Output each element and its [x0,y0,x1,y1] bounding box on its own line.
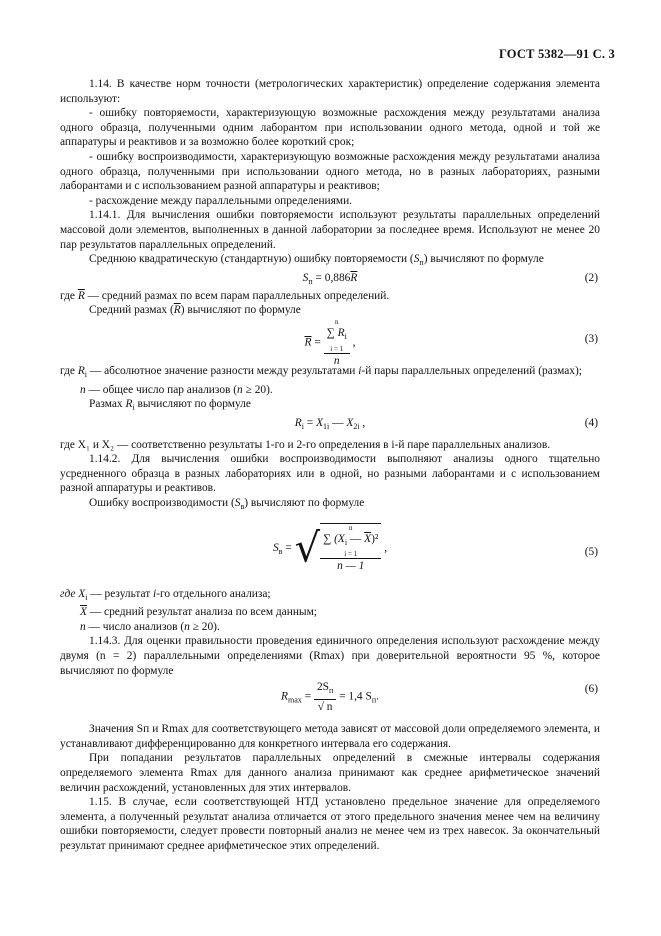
bullet-parallel: - расхождение между параллельными определениями. [89,194,353,207]
definition-ri: где $R_i$ — абсолютное значение разности между результатами i-й пары параллельных определений (размах); [60,364,582,379]
page-header: ГОСТ 5382—91 С. 3 [498,47,615,61]
definition-n: n — общее число пар анализов (n ≥ 20). [80,383,273,396]
definition-xi: где $X_i$ — результат i-го отдельного анализа; [60,587,271,602]
formula-number: (6) [584,683,598,696]
paragraph-1-14-1: 1.14.1. Для вычисления ошибки повторяемости используют результаты параллельных определений массовой доли элементов, выполненных в данной лаборатории за последнее время. Используют не менее 20 пар результатов параллельных определений. [60,209,600,251]
paragraph-1-14-3: 1.14.3. Для оценки правильности проведения единичного определения используют расхождение между двумя (n = 2) параллельными определениями (Rmax) при доверительной вероятности 95 %, которое вычисляют по формуле [60,635,600,677]
formula-number: (3) [584,332,598,345]
formula-number: (5) [584,545,598,558]
paragraph-adjacent-intervals: При попадании результатов параллельных определений в смежные интервалы содержания определяемого элемента Rmax для данного анализа принимают как среднее арифметическое значений величин расхождений, установленных для этих интервалов. [60,752,600,794]
paragraph-mean-range: Средний размах $(\overline{R})$ вычисляют по формуле [89,304,301,317]
definition-x1-x2: где X₁ и X₂ — соответственно результаты 1-го и 2-го определения в i-й паре параллельных анализов. [60,438,551,451]
bullet-repeatability: - ошибку повторяемости, характеризующую возможные расхождения между результатами анализа одного образца, полученными одним лаборантом при использовании одного метода, одной и той же аппаратуры и реактивов и за возможно более короткий срок; [60,107,600,149]
document-body [60,77,600,854]
definition-n-analyses: n — число анализов (n ≥ 20). [80,620,220,633]
formula-3: $\overline{R}$ = n ∑ $R_i$ i = 1 n , (3) [304,317,598,367]
bullet-reproducibility: - ошибку воспроизводимости, характеризующую возможные расхождения между результатами анализа одного образца, полученными при использовании одного метода, но в разных лабораториях, разными лаборантами и с использованием разной аппаратуры и реактивов; [60,150,600,193]
definition-r-bar: где $\overline{R}$ — средний размах по всем парам параллельных определений. [60,289,390,302]
formula-number: (2) [584,271,598,284]
paragraph-reproducibility: Ошибку воспроизводимости $(S_в)$ вычисляют по формуле [89,497,365,512]
paragraph-std-error: Среднюю квадратическую (стандартную) ошибку повторяемости $(S_п)$ вычисляют по формуле [89,253,544,268]
paragraph-values: Значения Sп и Rmax для соответствующего метода зависят от массовой доли определяемого элемента, и устанавливают дифференцированно для конкретного интервала его содержания. [60,723,600,750]
definition-x-bar: $\overline{X}$ — средний результат анализа по всем данным; [80,606,317,619]
paragraph-1-14-2: 1.14.2. Для вычисления ошибки воспроизводимости выполняют анализы одного тщательно усредненного образца в разных лабораториях или в одной, но разными лаборантами и с использованием разной аппаратуры и реактивов. [60,453,600,495]
formula-number: (4) [584,416,598,429]
formula-2: $S_п = 0,886\overline{R}$ (2) [302,271,598,286]
paragraph-1-14: 1.14. В качестве норм точности (метрологических характеристик) определение содержания элемента используют: [60,78,600,105]
formula-4: $R_i = X_{1i}$ — $X_{2i}$ , (4) [294,416,598,431]
formula-6: $R_{max}$ = $\frac{2S_п}{√ n}$ = 1,4 $S_п$. (6) [281,681,598,713]
formula-5: $S_в$ = √ n ∑ ($X_i$ — $\overline{X})^2$ i = 1 n — 1 , (5) [272,523,598,573]
paragraph-range: Размах $R_i$ вычисляют по формуле [89,398,251,413]
paragraph-1-15: 1.15. В случае, если соответствующей НТД установлено предельное значение для определяемого элемента, а полученный результат анализа отличается от этого предельного значения менее чем на величину ошибки повторяемости, следует провести повторный анализ не менее чем из трех навесок. За окончательный результат принимают среднее арифметическое этих определений. [60,796,600,852]
